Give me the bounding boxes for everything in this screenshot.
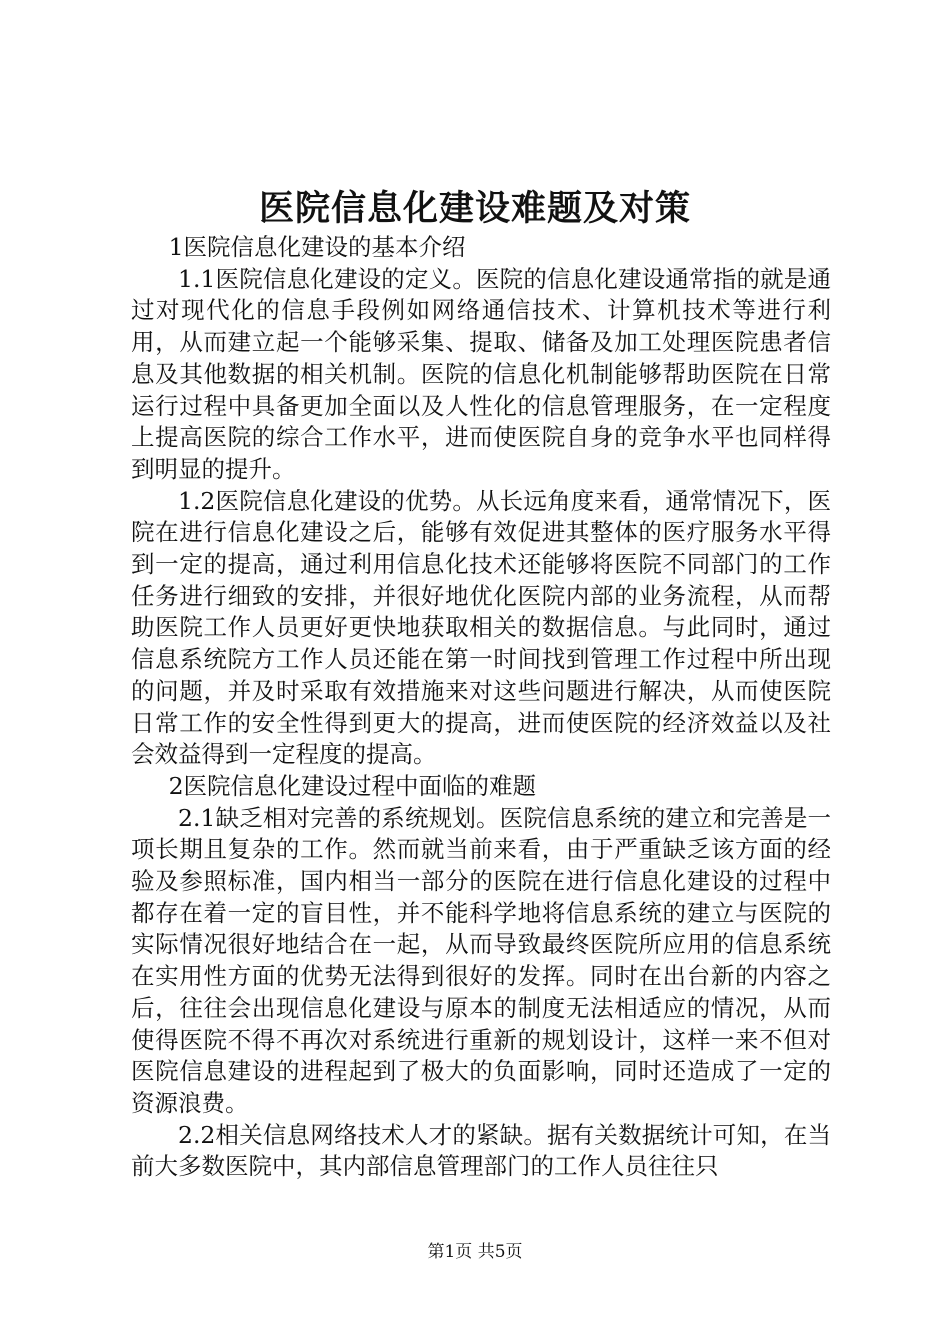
section-heading-2: 2医院信息化建设过程中面临的难题: [168, 771, 537, 800]
document-body: [131, 232, 831, 1183]
paragraph-2-1: 2.1缺乏相对完善的系统规划。医院信息系统的建立和完善是一项长期且复杂的工作。然而就当前来看，由于严重缺乏该方面的经验及参照标准，国内相当一部分的医院在进行信息化建设的过程中都存在着一定的盲目性，并不能科学地将信息系统的建立与医院的实际情况很好地结合在一起，从而导致最终医院所应用的信息系统在实用性方面的优势无法得到很好的发挥。同时在出台新的内容之后，往往会出现信息化建设与原本的制度无法相适应的情况，从而使得医院不得不再次对系统进行重新的规划设计，这样一来不但对医院信息建设的进程起到了极大的负面影响，同时还造成了一定的资源浪费。: [131, 803, 831, 1117]
document-title: 医院信息化建设难题及对策: [258, 188, 691, 229]
paragraph-1-1: 1.1医院信息化建设的定义。医院的信息化建设通常指的就是通过对现代化的信息手段例如网络通信技术、计算机技术等进行利用，从而建立起一个能够采集、提取、储备及加工处理医院患者信息及其他数据的相关机制。医院的信息化机制能够帮助医院在日常运行过程中具备更加全面以及人性化的信息管理服务，在一定程度上提高医院的综合工作水平，进而使医院自身的竞争水平也同样得到明显的提升。: [131, 264, 831, 483]
paragraph-1-2: 1.2医院信息化建设的优势。从长远角度来看，通常情况下，医院在进行信息化建设之后，能够有效促进其整体的医疗服务水平得到一定的提高，通过利用信息化技术还能够将医院不同部门的工作任务进行细致的安排，并很好地优化医院内部的业务流程，从而帮助医院工作人员更好更快地获取相关的数据信息。与此同时，通过信息系统院方工作人员还能在第一时间找到管理工作过程中所出现的问题，并及时采取有效措施来对这些问题进行解决，从而使医院日常工作的安全性得到更大的提高，进而使医院的经济效益以及社会效益得到一定程度的提高。: [131, 486, 831, 769]
page-number-footer: 第1页 共5页: [427, 1242, 523, 1262]
section-heading-1: 1医院信息化建设的基本介绍: [168, 233, 466, 261]
paragraph-2-2: 2.2相关信息网络技术人才的紧缺。据有关数据统计可知，在当前大多数医院中，其内部信息管理部门的工作人员往往只: [131, 1120, 831, 1181]
